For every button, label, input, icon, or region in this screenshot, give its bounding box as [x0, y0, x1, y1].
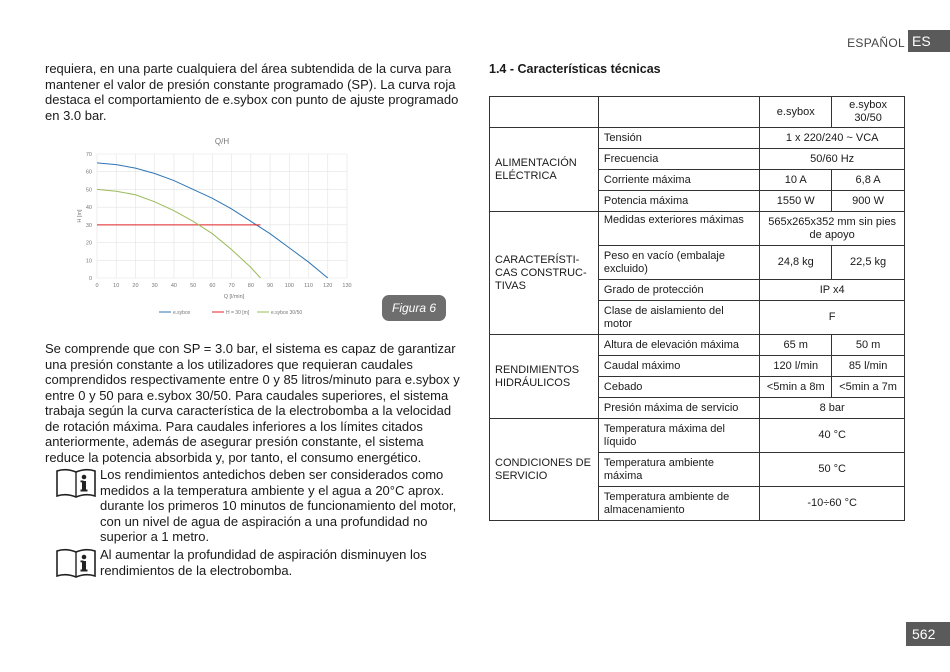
y-tick-label: 10 [85, 258, 92, 265]
x-tick-label: 30 [151, 283, 158, 289]
tech-spec-table [489, 96, 905, 521]
language-label: ESPAÑOL [847, 35, 905, 50]
info-book-icon [55, 547, 97, 579]
chart-ylabel: H [m] [77, 209, 83, 223]
x-tick-label: 90 [267, 283, 274, 289]
chart-legend [159, 310, 302, 316]
language-code-badge: ES [908, 30, 950, 52]
y-tick-label: 0 [88, 276, 92, 282]
value-cell: 50 m [832, 335, 905, 356]
param-cell: Altura de elevación máxima [598, 335, 759, 356]
y-tick-label: 40 [85, 205, 92, 212]
x-tick-label: 120 [323, 283, 333, 289]
param-cell: Clase de aislamiento del motor [598, 301, 759, 335]
value-cell: F [760, 301, 905, 335]
group-rendimientos: RENDIMIENTOS HIDRÁULICOS [490, 335, 599, 419]
value-cell: 1 x 220/240 ~ VCA [760, 128, 905, 149]
y-tick-label: 70 [85, 152, 92, 158]
param-cell: Temperatura ambiente máxima [598, 453, 759, 487]
explanation-paragraph: Se comprende que con SP = 3.0 bar, el sistema es capaz de garantizar una presión constante a los utilizadores que requieran caudales comprendidos respectivamente entre 0 y 85 litros/minuto para e.sybox y entre 0 y 50 para e.sybox 30/50. Para caudales superiores, el sistema trabaja según la curva característica de la electrobomba a la velocidad de rotación máxima. Para caudales inferiores a los límites citados anteriormente, además de asegurar presión constante, el sistema reduce la potencia absorbida y, por tanto, el consumo energético. [45, 341, 460, 465]
param-cell: Grado de protección [598, 280, 759, 301]
note-text-1: Los rendimientos antedichos deben ser considerados como medidos a la temperatura ambiente y el agua a 20°C aprox. durante los primeros 10 minutos de funcionamiento del motor, con un nivel de agua de aspiración a una profundidad no superior a 1 metro. [100, 467, 457, 544]
param-cell: Corriente máxima [598, 170, 759, 191]
param-cell: Tensión [598, 128, 759, 149]
param-cell: Frecuencia [598, 149, 759, 170]
group-caracteristicas: CARACTERÍSTI-CAS CONSTRUC-TIVAS [490, 212, 599, 335]
value-cell: 900 W [832, 191, 905, 212]
value-cell: -10÷60 °C [760, 487, 905, 521]
info-book-icon [55, 467, 97, 499]
value-cell: 40 °C [760, 419, 905, 453]
table-row [490, 335, 905, 356]
chart-ticks [86, 152, 352, 289]
x-tick-label: 40 [170, 283, 177, 289]
value-cell: 1550 W [760, 191, 832, 212]
intro-paragraph-block [45, 61, 465, 123]
value-cell: 6,8 A [832, 170, 905, 191]
y-tick-label: 60 [85, 169, 92, 176]
group-alimentacion: ALIMENTACIÓN ELÉCTRICA [490, 128, 599, 212]
value-cell: 24,8 kg [760, 246, 832, 280]
value-cell: 85 l/min [832, 356, 905, 377]
param-cell: Caudal máximo [598, 356, 759, 377]
page-number: 562 [906, 622, 950, 646]
header-esybox-3050: e.sybox 30/50 [832, 97, 905, 128]
param-cell: Temperatura máxima del líquido [598, 419, 759, 453]
value-cell: <5min a 8m [760, 377, 832, 398]
x-tick-label: 50 [190, 283, 197, 289]
value-cell: <5min a 7m [832, 377, 905, 398]
x-tick-label: 60 [209, 283, 216, 289]
x-tick-label: 70 [228, 283, 235, 289]
note-text-2: Al aumentar la profundidad de aspiración disminuyen los rendimientos de la electrobomba. [100, 547, 427, 578]
param-cell: Presión máxima de servicio [598, 398, 759, 419]
param-cell: Cebado [598, 377, 759, 398]
table-header-row [490, 97, 905, 128]
value-cell: 565x265x352 mm sin pies de apoyo [760, 212, 905, 246]
param-cell: Medidas exteriores máximas [598, 212, 759, 246]
value-cell: 50 °C [760, 453, 905, 487]
x-tick-label: 100 [284, 283, 294, 289]
chart-xlabel: Q [l/min] [223, 294, 245, 300]
intro-paragraph: requiera, en una parte cualquiera del área subtendida de la curva para mantener el valor de presión constante programado (SP). La curva roja destaca el comportamiento de e.sybox con punto de ajuste programado en 3.0 bar. [45, 61, 459, 123]
value-cell: 65 m [760, 335, 832, 356]
legend-label: e.sybox 30/50 [271, 310, 303, 316]
group-condiciones: CONDICIONES DE SERVICIO [490, 419, 599, 521]
value-cell: 22,5 kg [832, 246, 905, 280]
param-cell: Temperatura ambiente de almacenamiento [598, 487, 759, 521]
value-cell: 8 bar [760, 398, 905, 419]
x-tick-label: 110 [304, 283, 313, 289]
value-cell: 50/60 Hz [760, 149, 905, 170]
explanation-paragraph-block [45, 341, 465, 465]
language-header [847, 30, 950, 52]
y-tick-label: 50 [85, 187, 92, 194]
series-line-2 [97, 189, 260, 278]
chart-title: Q/H [214, 137, 230, 146]
param-cell: Potencia máxima [598, 191, 759, 212]
x-tick-label: 0 [95, 283, 99, 289]
value-cell: 120 l/min [760, 356, 832, 377]
x-tick-label: 130 [342, 283, 352, 289]
value-cell: 10 A [760, 170, 832, 191]
x-tick-label: 20 [132, 283, 139, 289]
note-info-2 [55, 547, 460, 579]
legend-label: e.sybox [173, 310, 191, 316]
param-cell: Peso en vacío (embalaje excluido) [598, 246, 759, 280]
table-row [490, 212, 905, 246]
table-row [490, 419, 905, 453]
qh-chart [72, 133, 382, 323]
table-row [490, 128, 905, 149]
x-tick-label: 80 [247, 283, 254, 289]
figure-label: Figura 6 [382, 295, 446, 321]
y-tick-label: 30 [85, 222, 92, 229]
legend-label: H = 30 [m] [226, 310, 250, 316]
chart-grid [97, 154, 347, 278]
section-title: 1.4 - Características técnicas [489, 62, 661, 76]
header-esybox: e.sybox [760, 97, 832, 128]
x-tick-label: 10 [113, 283, 120, 289]
value-cell: IP x4 [760, 280, 905, 301]
y-tick-label: 20 [85, 240, 92, 247]
note-info-1 [55, 467, 460, 545]
